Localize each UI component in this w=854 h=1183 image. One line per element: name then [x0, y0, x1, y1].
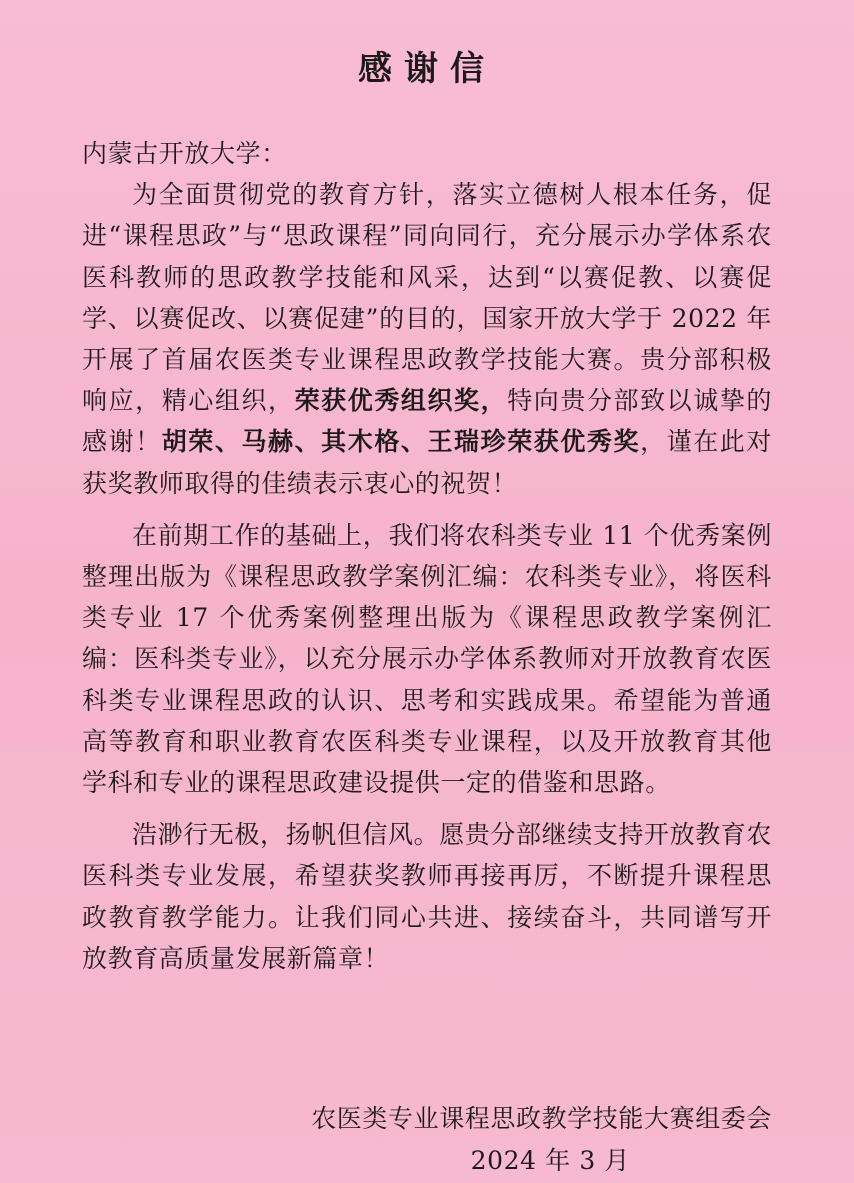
organization-award-highlight: 荣获优秀组织奖，	[294, 386, 508, 416]
paragraph1-text-part3: ，谨在此对获奖教师取得的佳绩表示衷心的祝贺！	[82, 427, 772, 498]
signature-organization: 农医类专业课程思政教学技能大赛组委会	[311, 1104, 772, 1133]
signature-block	[311, 1098, 772, 1182]
teacher-award-highlight: 胡荣、马赫、其木格、王瑞珍荣获优秀奖	[161, 427, 641, 457]
paragraph1-text-part1: 为全面贯彻党的教育方针，落实立德树人根本任务，促进“课程思政”与“思政课程”同向同行，充分展示办学体系农医科教师的思政教学技能和风采，达到“以赛促教、以赛促学、以赛促改、以赛促建”的目的，国家开放大学于 2022 年开展了首届农医类专业课程思政教学技能大赛。贵分部积极响应，精心组织，	[82, 180, 772, 416]
letter-body	[82, 133, 772, 979]
paragraph-closing-wishes: 浩渺行无极，扬帆但信风。愿贵分部继续支持开放教育农医科类专业发展，希望获奖教师再接再厉，不断提升课程思政教育教学能力。让我们同心共进、接续奋斗，共同谱写开放教育高质量发展新篇章！	[82, 820, 773, 973]
salutation: 内蒙古开放大学：	[82, 139, 287, 168]
signature-date: 2024 年 3 月	[470, 1146, 630, 1175]
paragraph-award-thanks	[82, 174, 772, 504]
paragraph1-text-part2: 特向贵分部致以诚挚的感谢！	[82, 386, 772, 457]
paragraph-case-publication: 在前期工作的基础上，我们将农科类专业 11 个优秀案例整理出版为《课程思政教学案例汇编：农科类专业》，将医科类专业 17 个优秀案例整理出版为《课程思政教学案例汇编：医科类专业》，以充分展示办学体系教师对开放教育农医科类专业课程思政的认识、思考和实践成果。希望能为普通高等教育和职业教育农医科类专业课程，以及开放教育其他学科和专业的课程思政建设提供一定的借鉴和思路。	[82, 520, 772, 798]
letter-title: 感谢信	[358, 49, 496, 89]
